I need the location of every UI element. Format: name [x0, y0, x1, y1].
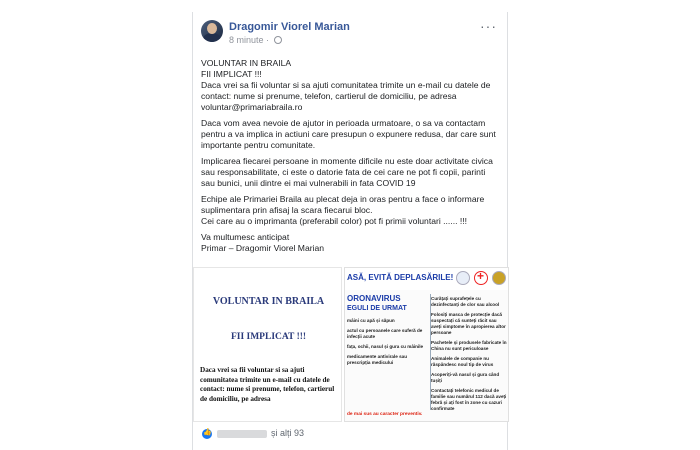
post-paragraph: Echipe ale Primariei Braila au plecat deja in oras pentru a face o informare suplimentara prin afisaj la scara fiecarui bloc.: [201, 194, 485, 215]
post-header: [201, 20, 501, 52]
poster-coronavirus: ORONAVIRUS: [347, 294, 401, 303]
post-meta: [229, 35, 282, 45]
rule-item: fața, ochii, nasul și gura cu mâinile: [347, 344, 424, 349]
post-text: [201, 58, 501, 259]
post-paragraph: Cei care au o imprimanta (preferabil color) pot fi primii voluntari ...... !!!: [201, 216, 468, 226]
poster-left-column: [347, 318, 425, 370]
blurred-names: [217, 430, 267, 438]
rule-item: Folosiți masca de protecție dacă suspectați că sunteți răcit sau aveți simptome în apropierea altor persoane: [431, 312, 506, 335]
poster-headline: ASĂ, EVITĂ DEPLASĂRILE!: [347, 273, 454, 282]
emblem-icon: [492, 271, 506, 285]
post-paragraph: Implicarea fiecarei persoane in momente dificile nu este doar activitate civica sau responsabilitate, ci este o datorie fata de cei care ne pot fi copii, parinti sau bunici, unii dintre ei mai vulnerabili in fata COVID 19: [201, 156, 493, 188]
poster-right-column: [431, 296, 507, 416]
rule-item: medicamente antivirale sau prescripția medicului: [347, 354, 408, 365]
rule-item: Curățați suprafețele cu dezinfectanți de clor sau alcool: [431, 296, 500, 307]
poster-title: VOLUNTAR IN BRAILA: [212, 296, 325, 307]
post-paragraph: Primar – Dragomir Viorel Marian: [201, 243, 325, 253]
post-images: [193, 267, 509, 422]
poster-footer: de mai sus au caracter preventiv.: [347, 412, 423, 417]
author-name[interactable]: Dragomir Viorel Marian: [229, 21, 350, 33]
rule-item: Acoperiți-vă nasul și gura când tușiți: [431, 372, 500, 383]
rule-item: actul cu persoanele care suferă de infecții acute: [347, 328, 423, 339]
poster-rules: EGULI DE URMAT: [347, 305, 407, 312]
rule-item: Animalele de companie nu răspândesc noul tip de virus: [431, 356, 494, 367]
time-separator: ·: [266, 35, 270, 45]
post-paragraph: VOLUNTAR IN BRAILA: [201, 58, 292, 68]
coronavirus-poster-image[interactable]: [344, 267, 509, 422]
rule-item: Pachetele și produsele fabricate în China nu sunt periculoase: [431, 340, 507, 351]
red-cross-icon: [474, 271, 488, 285]
facebook-post: [192, 12, 508, 450]
poster-subtitle: FII IMPLICAT !!!: [230, 332, 307, 342]
rule-item: mâini cu apă și săpun: [347, 318, 395, 323]
volunteer-poster-image[interactable]: [193, 267, 342, 422]
reaction-count[interactable]: și alți 93: [271, 428, 305, 438]
rule-item: Contactați telefonic medicul de familie sau numărul 112 dacă aveți febră și ați fost în zone cu cazuri confirmate: [431, 388, 507, 411]
post-paragraph: FII IMPLICAT !!!: [201, 69, 262, 79]
poster-top-bar: [345, 268, 509, 290]
more-options-icon[interactable]: ···: [480, 18, 497, 34]
post-paragraph: Daca vom avea nevoie de ajutor in perioada urmatoare, o sa va contactam pentru a va implica in actiuni care presupun o expunere redusa, dar care sunt importante pentru comunitate.: [201, 118, 496, 150]
reactions-bar[interactable]: [201, 427, 501, 443]
poster-logos: [456, 271, 508, 287]
poster-body: Daca vrei sa fii voluntar si sa ajuti comunitatea trimite un e-mail cu datele de contact: nume si prenume, telefon, cartierul de domiciliu, pe adresa: [200, 366, 335, 403]
like-icon: [201, 428, 213, 440]
globe-icon: [274, 36, 282, 44]
avatar[interactable]: [201, 20, 223, 42]
ministry-logo-icon: [456, 271, 470, 285]
post-time[interactable]: 8 minute: [229, 35, 264, 45]
post-paragraph: Va multumesc anticipat: [201, 232, 290, 242]
post-paragraph: Daca vrei sa fii voluntar si sa ajuti comunitatea trimite un e-mail cu datele de contact: nume si prenume, telefon, cartierul de domiciliu, pe adresa voluntar@primariabraila.ro: [201, 80, 491, 112]
